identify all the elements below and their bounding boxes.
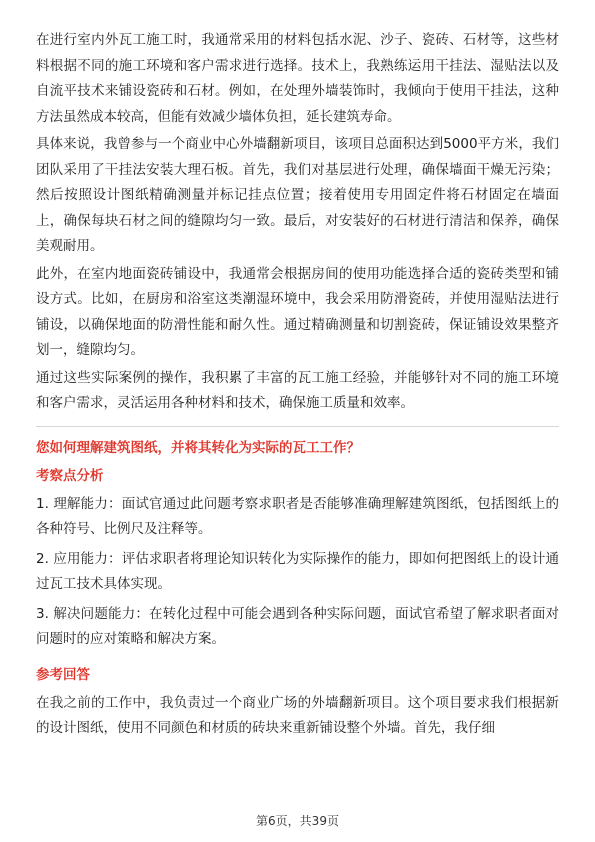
paragraph-summary: 通过这些实际案例的操作，我积累了丰富的瓦工施工经验，并能够针对不同的施工环境和客户需求，灵活运用各种材料和技术，确保施工质量和效率。 xyxy=(36,369,559,411)
answer-title: 参考回答 xyxy=(36,666,90,683)
analysis-item-1: 1. 理解能力：面试官通过此问题考察求职者是否能够准确理解建筑图纸，包括图纸上的各种符号、比例尺及注释等。 xyxy=(36,495,559,537)
analysis-item-2: 2. 应用能力：评估求职者将理论知识转化为实际操作的能力，即如何把图纸上的设计通过瓦工技术具体实现。 xyxy=(36,550,559,592)
paragraph-project-example: 具体来说，我曾参与一个商业中心外墙翻新项目，该项目总面积达到5000平方米，我们团队采用了干挂法安装大理石板。首先，我们对基层进行处理，确保墙面干燥无污染；然后按照设计图纸精确测量并标记挂点位置；接着使用专用固定件将石材固定在墙面上，确保每块石材之间的缝隙均匀一致。最后，对安装好的石材进行清洁和保养，确保美观耐用。 xyxy=(36,136,559,254)
page-footer: 第6页，共39页 xyxy=(256,814,339,828)
section-divider xyxy=(36,426,559,427)
paragraph-materials: 在进行室内外瓦工施工时，我通常采用的材料包括水泥、沙子、瓷砖、石材等，这些材料根据不同的施工环境和客户需求进行选择。技术上，我熟练运用干挂法、湿贴法以及自流平技术来铺设瓷砖和石材。例如，在处理外墙装饰时，我倾向于使用干挂法，这种方法虽然成本较高，但能有效减少墙体负担，延长建筑寿命。 xyxy=(36,32,559,125)
analysis-item-3: 3. 解决问题能力：在转化过程中可能会遇到各种实际问题，面试官希望了解求职者面对问题时的应对策略和解决方案。 xyxy=(36,605,559,647)
analysis-title: 考察点分析 xyxy=(36,467,104,484)
question-heading: 您如何理解建筑图纸，并将其转化为实际的瓦工工作？ xyxy=(36,439,360,456)
answer-text: 在我之前的工作中，我负责过一个商业广场的外墙翻新项目。这个项目要求我们根据新的设计图纸，使用不同颜色和材质的砖块来重新铺设整个外墙。首先，我仔细 xyxy=(36,694,559,736)
paragraph-indoor-tiles: 此外，在室内地面瓷砖铺设中，我通常会根据房间的使用功能选择合适的瓷砖类型和铺设方式。比如，在厨房和浴室这类潮湿环境中，我会采用防滑瓷砖，并使用湿贴法进行铺设，以确保地面的防滑性能和耐久性。通过精确测量和切割瓷砖，保证铺设效果整齐划一，缝隙均匀。 xyxy=(36,265,559,358)
document-page xyxy=(36,28,559,744)
